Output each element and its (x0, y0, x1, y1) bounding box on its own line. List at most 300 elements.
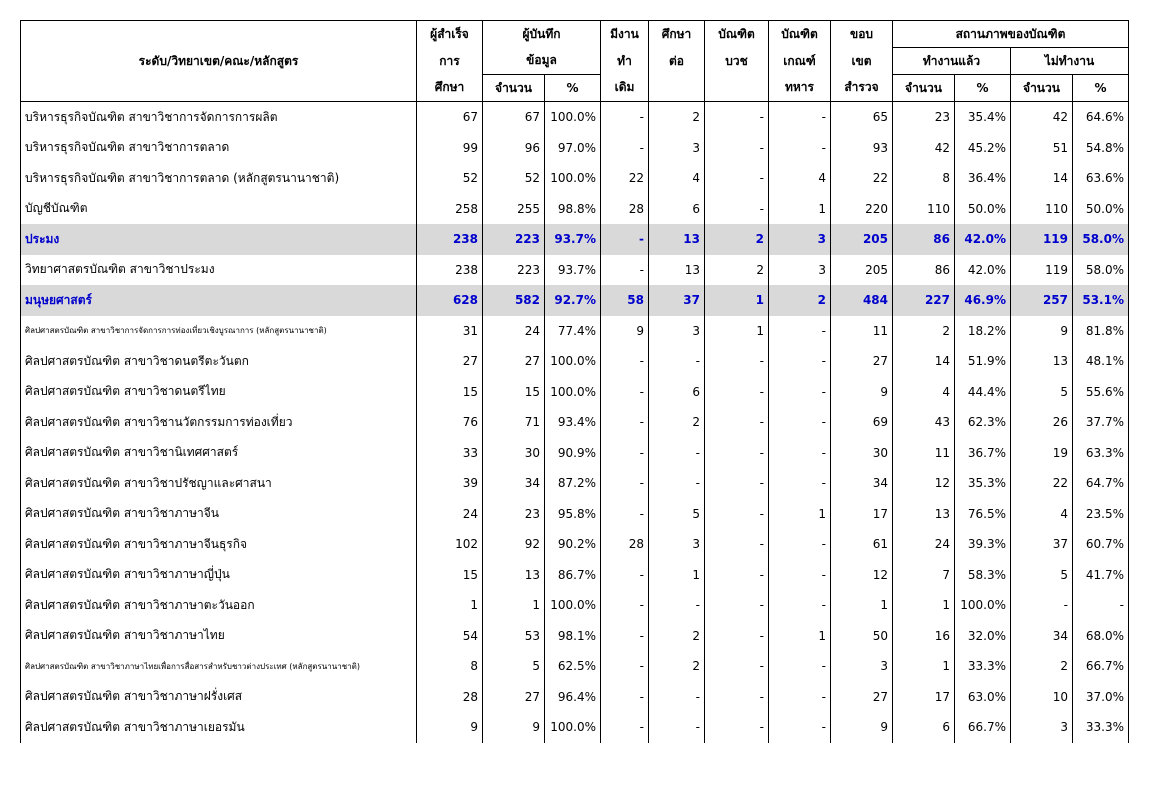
cell-unemp: 119 (1011, 224, 1073, 255)
cell-mil: - (769, 651, 831, 682)
cell-grad: 9 (417, 712, 483, 743)
cell-cont: 13 (649, 224, 705, 255)
cell-emp: 24 (893, 529, 955, 560)
cell-job: - (601, 712, 649, 743)
cell-scope: 34 (831, 468, 893, 499)
header-further-study: ศึกษา (649, 21, 705, 48)
program-name: ศิลปศาสตรบัณฑิต สาขาวิชาภาษาฝรั่งเศส (21, 682, 417, 713)
cell-monk: - (705, 468, 769, 499)
cell-scope: 17 (831, 499, 893, 530)
cell-rec-pct: 100.0% (545, 346, 601, 377)
cell-unemp: 10 (1011, 682, 1073, 713)
cell-monk: 1 (705, 316, 769, 347)
cell-emp-pct: 42.0% (955, 224, 1011, 255)
cell-unemp: 13 (1011, 346, 1073, 377)
cell-emp-pct: 36.4% (955, 163, 1011, 194)
header-military-2: เกณฑ์ (769, 48, 831, 75)
cell-grad: 258 (417, 194, 483, 225)
cell-rec: 1 (483, 590, 545, 621)
cell-rec-pct: 100.0% (545, 163, 601, 194)
cell-mil: - (769, 133, 831, 164)
cell-unemp-pct: 81.8% (1073, 316, 1129, 347)
cell-mil: 1 (769, 499, 831, 530)
cell-job: - (601, 560, 649, 591)
cell-cont: 4 (649, 163, 705, 194)
cell-scope: 1 (831, 590, 893, 621)
cell-cont: - (649, 438, 705, 469)
cell-mil: 3 (769, 224, 831, 255)
cell-emp-pct: 50.0% (955, 194, 1011, 225)
program-name: ศิลปศาสตรบัณฑิต สาขาวิชาภาษาญี่ปุ่น (21, 560, 417, 591)
cell-emp-pct: 100.0% (955, 590, 1011, 621)
cell-job: - (601, 407, 649, 438)
cell-grad: 28 (417, 682, 483, 713)
program-name: ศิลปศาสตรบัณฑิต สาขาวิชานวัตกรรมการท่องเที่ยว (21, 407, 417, 438)
program-name: บริหารธุรกิจบัณฑิต สาขาวิชาการจัดการการผลิต (21, 102, 417, 133)
cell-grad: 238 (417, 255, 483, 286)
cell-grad: 628 (417, 285, 483, 316)
cell-unemp-pct: 58.0% (1073, 255, 1129, 286)
cell-grad: 8 (417, 651, 483, 682)
cell-scope: 69 (831, 407, 893, 438)
cell-rec-pct: 100.0% (545, 377, 601, 408)
cell-emp: 14 (893, 346, 955, 377)
program-name: ศิลปศาสตรบัณฑิต สาขาวิชาภาษาตะวันออก (21, 590, 417, 621)
cell-scope: 220 (831, 194, 893, 225)
program-name: ศิลปศาสตรบัณฑิต สาขาวิชาดนตรีไทย (21, 377, 417, 408)
header-employed: ทำงานแล้ว (893, 48, 1011, 75)
cell-emp-pct: 35.3% (955, 468, 1011, 499)
cell-mil: - (769, 529, 831, 560)
cell-unemp: 51 (1011, 133, 1073, 164)
cell-emp-pct: 45.2% (955, 133, 1011, 164)
table-row (21, 407, 1129, 438)
program-name: ศิลปศาสตรบัณฑิต สาขาวิชาปรัชญาและศาสนา (21, 468, 417, 499)
cell-emp: 86 (893, 255, 955, 286)
table-header (21, 21, 1129, 102)
cell-monk: - (705, 651, 769, 682)
cell-unemp-pct: 23.5% (1073, 499, 1129, 530)
cell-scope: 27 (831, 682, 893, 713)
cell-mil: - (769, 590, 831, 621)
cell-scope: 93 (831, 133, 893, 164)
cell-unemp-pct: 33.3% (1073, 712, 1129, 743)
header-monk-3 (705, 75, 769, 102)
cell-monk: - (705, 194, 769, 225)
header-has-job-2: ทำ (601, 48, 649, 75)
cell-cont: 6 (649, 194, 705, 225)
cell-unemp-pct: 54.8% (1073, 133, 1129, 164)
program-name: ศิลปศาสตรบัณฑิต สาขาวิชาภาษาจีน (21, 499, 417, 530)
cell-rec: 24 (483, 316, 545, 347)
table-body (21, 102, 1129, 743)
cell-mil: 1 (769, 621, 831, 652)
cell-mil: - (769, 316, 831, 347)
cell-unemp-pct: 50.0% (1073, 194, 1129, 225)
cell-cont: 3 (649, 133, 705, 164)
cell-rec-pct: 100.0% (545, 712, 601, 743)
cell-unemp: 5 (1011, 560, 1073, 591)
cell-emp: 227 (893, 285, 955, 316)
cell-job: - (601, 377, 649, 408)
cell-job: - (601, 499, 649, 530)
cell-unemp: 4 (1011, 499, 1073, 530)
cell-unemp: 257 (1011, 285, 1073, 316)
cell-unemp: 119 (1011, 255, 1073, 286)
cell-unemp: 22 (1011, 468, 1073, 499)
cell-rec: 92 (483, 529, 545, 560)
cell-rec: 96 (483, 133, 545, 164)
program-name: มนุษยศาสตร์ (21, 285, 417, 316)
cell-rec: 13 (483, 560, 545, 591)
program-name: ศิลปศาสตรบัณฑิต สาขาวิชาภาษาเยอรมัน (21, 712, 417, 743)
header-rec-percent: % (545, 75, 601, 102)
cell-rec: 23 (483, 499, 545, 530)
cell-mil: - (769, 712, 831, 743)
header-graduates-3: ศึกษา (417, 75, 483, 102)
header-emp-count: จำนวน (893, 75, 955, 102)
table-row (21, 468, 1129, 499)
cell-grad: 99 (417, 133, 483, 164)
table-row (21, 499, 1129, 530)
cell-emp: 2 (893, 316, 955, 347)
cell-job: - (601, 468, 649, 499)
cell-scope: 484 (831, 285, 893, 316)
header-status: สถานภาพของบัณฑิต (893, 21, 1129, 48)
cell-emp: 43 (893, 407, 955, 438)
cell-rec: 71 (483, 407, 545, 438)
cell-monk: - (705, 560, 769, 591)
cell-cont: 2 (649, 621, 705, 652)
cell-rec-pct: 93.7% (545, 224, 601, 255)
cell-cont: 1 (649, 560, 705, 591)
header-monk-2: บวช (705, 48, 769, 75)
cell-mil: 2 (769, 285, 831, 316)
cell-mil: - (769, 682, 831, 713)
cell-grad: 33 (417, 438, 483, 469)
cell-rec: 582 (483, 285, 545, 316)
cell-emp-pct: 66.7% (955, 712, 1011, 743)
cell-monk: - (705, 712, 769, 743)
cell-unemp-pct: 48.1% (1073, 346, 1129, 377)
cell-grad: 52 (417, 163, 483, 194)
header-recorders: ผู้บันทึก (483, 21, 601, 48)
cell-rec: 30 (483, 438, 545, 469)
header-scope: ขอบ (831, 21, 893, 48)
cell-emp-pct: 44.4% (955, 377, 1011, 408)
cell-rec-pct: 93.4% (545, 407, 601, 438)
table-row (21, 682, 1129, 713)
cell-unemp-pct: 37.0% (1073, 682, 1129, 713)
cell-unemp-pct: 55.6% (1073, 377, 1129, 408)
cell-unemp: 42 (1011, 102, 1073, 133)
cell-scope: 205 (831, 255, 893, 286)
cell-grad: 1 (417, 590, 483, 621)
cell-monk: - (705, 163, 769, 194)
cell-emp: 8 (893, 163, 955, 194)
header-monk: บัณฑิต (705, 21, 769, 48)
cell-emp: 4 (893, 377, 955, 408)
cell-emp-pct: 51.9% (955, 346, 1011, 377)
cell-unemp: - (1011, 590, 1073, 621)
cell-job: - (601, 438, 649, 469)
cell-rec: 34 (483, 468, 545, 499)
cell-rec: 67 (483, 102, 545, 133)
program-name: ศิลปศาสตรบัณฑิต สาขาวิชาภาษาจีนธุรกิจ (21, 529, 417, 560)
cell-rec-pct: 98.1% (545, 621, 601, 652)
cell-grad: 238 (417, 224, 483, 255)
cell-cont: 3 (649, 316, 705, 347)
cell-unemp: 34 (1011, 621, 1073, 652)
cell-emp-pct: 35.4% (955, 102, 1011, 133)
cell-unemp-pct: 64.6% (1073, 102, 1129, 133)
cell-grad: 54 (417, 621, 483, 652)
cell-job: - (601, 651, 649, 682)
cell-job: - (601, 346, 649, 377)
cell-grad: 39 (417, 468, 483, 499)
program-name: ศิลปศาสตรบัณฑิต สาขาวิชาดนตรีตะวันตก (21, 346, 417, 377)
cell-cont: 13 (649, 255, 705, 286)
cell-unemp: 9 (1011, 316, 1073, 347)
cell-mil: - (769, 468, 831, 499)
cell-unemp-pct: 63.3% (1073, 438, 1129, 469)
cell-rec-pct: 96.4% (545, 682, 601, 713)
cell-rec-pct: 93.7% (545, 255, 601, 286)
cell-mil: - (769, 560, 831, 591)
cell-monk: - (705, 102, 769, 133)
cell-scope: 22 (831, 163, 893, 194)
header-level: ระดับ/วิทยาเขต/คณะ/หลักสูตร (21, 21, 417, 102)
program-name: บริหารธุรกิจบัณฑิต สาขาวิชาการตลาด (21, 133, 417, 164)
cell-monk: - (705, 621, 769, 652)
cell-scope: 50 (831, 621, 893, 652)
cell-unemp-pct: - (1073, 590, 1129, 621)
cell-rec-pct: 86.7% (545, 560, 601, 591)
faculty-group-row (21, 285, 1129, 316)
table-row (21, 712, 1129, 743)
cell-mil: 4 (769, 163, 831, 194)
cell-unemp-pct: 41.7% (1073, 560, 1129, 591)
cell-emp: 12 (893, 468, 955, 499)
header-scope-3: สำรวจ (831, 75, 893, 102)
cell-rec: 5 (483, 651, 545, 682)
cell-monk: - (705, 133, 769, 164)
cell-job: - (601, 224, 649, 255)
cell-rec: 15 (483, 377, 545, 408)
cell-rec-pct: 87.2% (545, 468, 601, 499)
table-row (21, 194, 1129, 225)
cell-rec: 27 (483, 346, 545, 377)
header-military-3: ทหาร (769, 75, 831, 102)
cell-monk: - (705, 346, 769, 377)
cell-job: - (601, 133, 649, 164)
header-rec-count: จำนวน (483, 75, 545, 102)
cell-mil: 3 (769, 255, 831, 286)
header-graduates-2: การ (417, 48, 483, 75)
cell-rec-pct: 90.2% (545, 529, 601, 560)
header-unemp-count: จำนวน (1011, 75, 1073, 102)
cell-emp: 86 (893, 224, 955, 255)
cell-rec-pct: 62.5% (545, 651, 601, 682)
cell-emp-pct: 46.9% (955, 285, 1011, 316)
cell-emp: 11 (893, 438, 955, 469)
cell-emp-pct: 33.3% (955, 651, 1011, 682)
cell-scope: 3 (831, 651, 893, 682)
cell-cont: - (649, 682, 705, 713)
cell-rec-pct: 100.0% (545, 590, 601, 621)
header-scope-2: เขต (831, 48, 893, 75)
cell-emp: 1 (893, 590, 955, 621)
cell-scope: 9 (831, 377, 893, 408)
cell-grad: 15 (417, 377, 483, 408)
graduate-status-table (20, 20, 1129, 743)
cell-grad: 15 (417, 560, 483, 591)
cell-rec: 9 (483, 712, 545, 743)
cell-unemp: 37 (1011, 529, 1073, 560)
cell-emp: 1 (893, 651, 955, 682)
cell-cont: 2 (649, 651, 705, 682)
program-name: วิทยาศาสตรบัณฑิต สาขาวิชาประมง (21, 255, 417, 286)
cell-scope: 30 (831, 438, 893, 469)
cell-cont: - (649, 712, 705, 743)
cell-monk: - (705, 407, 769, 438)
table-row (21, 590, 1129, 621)
header-military: บัณฑิต (769, 21, 831, 48)
table-row (21, 163, 1129, 194)
table-row (21, 621, 1129, 652)
header-further-study-2: ต่อ (649, 48, 705, 75)
cell-unemp: 5 (1011, 377, 1073, 408)
cell-unemp: 19 (1011, 438, 1073, 469)
cell-scope: 61 (831, 529, 893, 560)
cell-emp: 110 (893, 194, 955, 225)
cell-scope: 9 (831, 712, 893, 743)
cell-cont: - (649, 590, 705, 621)
cell-grad: 27 (417, 346, 483, 377)
cell-monk: - (705, 529, 769, 560)
table-row (21, 529, 1129, 560)
cell-scope: 11 (831, 316, 893, 347)
header-graduates: ผู้สำเร็จ (417, 21, 483, 48)
cell-cont: - (649, 346, 705, 377)
cell-emp-pct: 63.0% (955, 682, 1011, 713)
cell-unemp-pct: 66.7% (1073, 651, 1129, 682)
cell-monk: - (705, 682, 769, 713)
cell-job: - (601, 255, 649, 286)
cell-job: 58 (601, 285, 649, 316)
header-has-job: มีงาน (601, 21, 649, 48)
cell-unemp: 2 (1011, 651, 1073, 682)
cell-mil: - (769, 438, 831, 469)
cell-rec-pct: 100.0% (545, 102, 601, 133)
program-name: บริหารธุรกิจบัณฑิต สาขาวิชาการตลาด (หลักสูตรนานาชาติ) (21, 163, 417, 194)
cell-job: 9 (601, 316, 649, 347)
cell-unemp-pct: 63.6% (1073, 163, 1129, 194)
cell-grad: 24 (417, 499, 483, 530)
cell-unemp-pct: 58.0% (1073, 224, 1129, 255)
cell-scope: 205 (831, 224, 893, 255)
table-row (21, 133, 1129, 164)
cell-job: - (601, 590, 649, 621)
program-name: บัญชีบัณฑิต (21, 194, 417, 225)
program-name: ศิลปศาสตรบัณฑิต สาขาวิชาการจัดการการท่องเที่ยวเชิงบูรณาการ (หลักสูตรนานาชาติ) (21, 316, 417, 347)
cell-scope: 12 (831, 560, 893, 591)
cell-unemp: 3 (1011, 712, 1073, 743)
cell-unemp-pct: 64.7% (1073, 468, 1129, 499)
table-row (21, 651, 1129, 682)
cell-emp-pct: 39.3% (955, 529, 1011, 560)
cell-cont: 6 (649, 377, 705, 408)
cell-rec-pct: 98.8% (545, 194, 601, 225)
cell-emp-pct: 62.3% (955, 407, 1011, 438)
cell-grad: 102 (417, 529, 483, 560)
cell-unemp: 14 (1011, 163, 1073, 194)
table-row (21, 377, 1129, 408)
cell-grad: 67 (417, 102, 483, 133)
cell-monk: - (705, 590, 769, 621)
program-name: ประมง (21, 224, 417, 255)
table-row (21, 255, 1129, 286)
cell-unemp-pct: 37.7% (1073, 407, 1129, 438)
header-emp-percent: % (955, 75, 1011, 102)
cell-job: 28 (601, 529, 649, 560)
program-name: ศิลปศาสตรบัณฑิต สาขาวิชาภาษาไทยเพื่อการสื่อสารสำหรับชาวต่างประเทศ (หลักสูตรนานาชาติ) (21, 651, 417, 682)
table-row (21, 346, 1129, 377)
cell-rec-pct: 97.0% (545, 133, 601, 164)
cell-unemp: 26 (1011, 407, 1073, 438)
cell-unemp-pct: 68.0% (1073, 621, 1129, 652)
cell-monk: 2 (705, 255, 769, 286)
cell-monk: - (705, 499, 769, 530)
program-name: ศิลปศาสตรบัณฑิต สาขาวิชาภาษาไทย (21, 621, 417, 652)
cell-scope: 65 (831, 102, 893, 133)
cell-job: 28 (601, 194, 649, 225)
table-row (21, 560, 1129, 591)
cell-unemp-pct: 60.7% (1073, 529, 1129, 560)
cell-grad: 31 (417, 316, 483, 347)
cell-emp: 42 (893, 133, 955, 164)
cell-mil: - (769, 102, 831, 133)
table-row (21, 438, 1129, 469)
header-further-study-3 (649, 75, 705, 102)
cell-grad: 76 (417, 407, 483, 438)
cell-emp-pct: 18.2% (955, 316, 1011, 347)
cell-emp-pct: 32.0% (955, 621, 1011, 652)
cell-emp: 17 (893, 682, 955, 713)
cell-cont: - (649, 468, 705, 499)
cell-cont: 2 (649, 102, 705, 133)
cell-emp: 13 (893, 499, 955, 530)
cell-emp-pct: 58.3% (955, 560, 1011, 591)
cell-job: - (601, 102, 649, 133)
cell-monk: - (705, 377, 769, 408)
cell-job: - (601, 621, 649, 652)
cell-unemp-pct: 53.1% (1073, 285, 1129, 316)
cell-rec: 52 (483, 163, 545, 194)
cell-rec-pct: 92.7% (545, 285, 601, 316)
cell-job: 22 (601, 163, 649, 194)
header-has-job-3: เดิม (601, 75, 649, 102)
cell-cont: 2 (649, 407, 705, 438)
header-recorders-2: ข้อมูล (483, 48, 601, 75)
cell-emp: 7 (893, 560, 955, 591)
cell-rec-pct: 77.4% (545, 316, 601, 347)
table-row (21, 102, 1129, 133)
cell-cont: 3 (649, 529, 705, 560)
cell-cont: 5 (649, 499, 705, 530)
cell-rec: 223 (483, 255, 545, 286)
faculty-group-row (21, 224, 1129, 255)
